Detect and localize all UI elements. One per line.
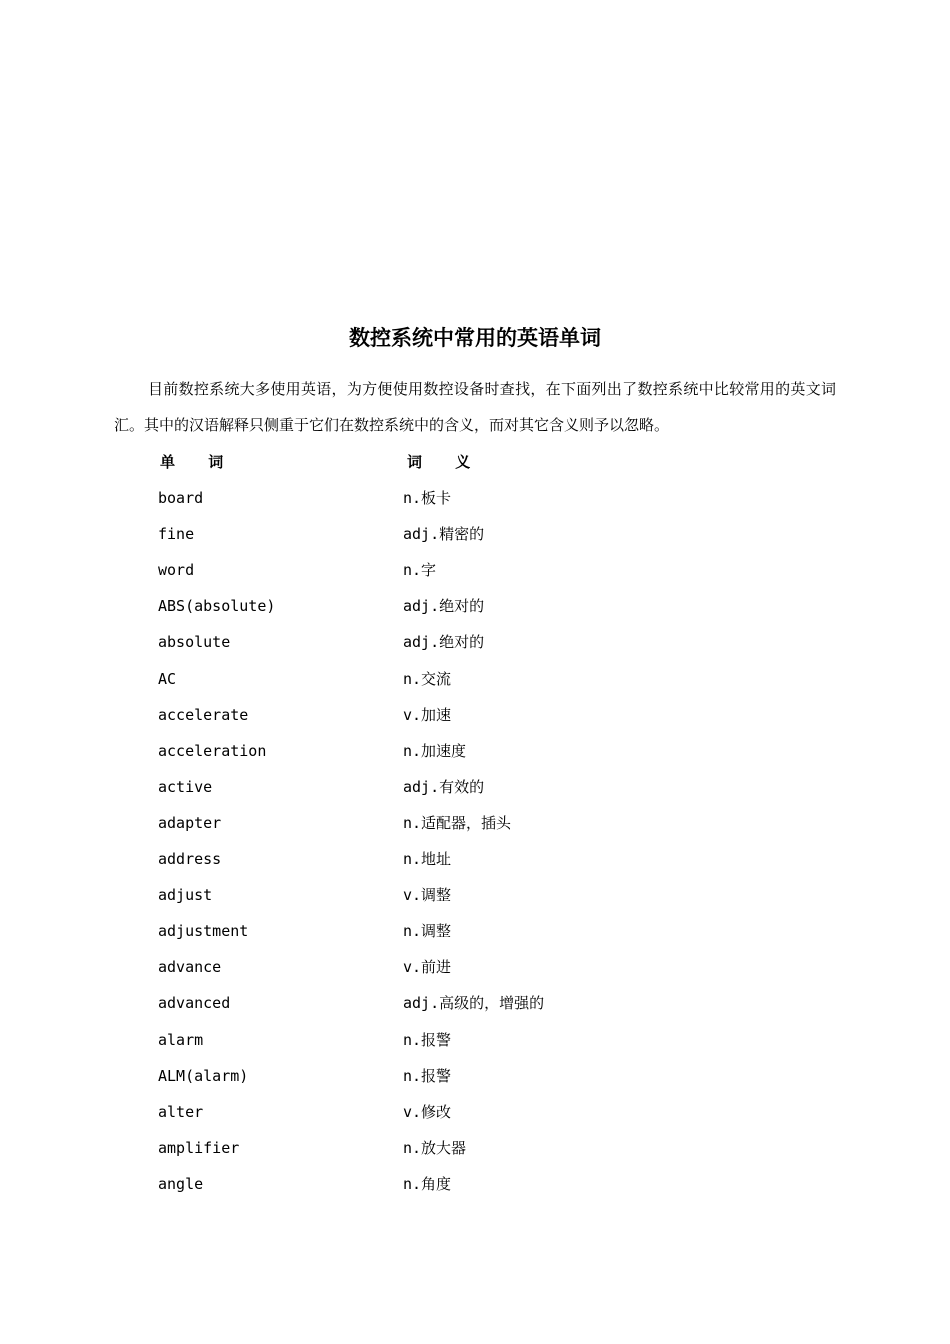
table-row bbox=[158, 1130, 718, 1166]
entry-meaning: v.调整 bbox=[403, 886, 452, 905]
table-row bbox=[158, 1094, 718, 1130]
table-row bbox=[158, 769, 718, 805]
table-row bbox=[158, 985, 718, 1021]
table-row bbox=[158, 877, 718, 913]
entry-word: adjustment bbox=[158, 922, 249, 941]
entry-word: address bbox=[158, 850, 222, 869]
entry-meaning: n.板卡 bbox=[403, 489, 452, 508]
table-row bbox=[158, 552, 718, 588]
entry-word: fine bbox=[158, 525, 195, 544]
entry-meaning: adj.绝对的 bbox=[403, 633, 485, 652]
entry-meaning: n.加速度 bbox=[403, 741, 467, 760]
table-row bbox=[158, 1022, 718, 1058]
table-row bbox=[158, 480, 718, 516]
entry-word: ABS(absolute) bbox=[158, 597, 276, 616]
entry-meaning: n.调整 bbox=[403, 922, 452, 941]
table-row bbox=[158, 805, 718, 841]
entry-meaning: adj.高级的，增强的 bbox=[403, 994, 545, 1013]
entry-meaning: n.字 bbox=[403, 561, 437, 580]
entry-word: board bbox=[158, 489, 204, 508]
entry-meaning: n.适配器，插头 bbox=[403, 813, 512, 832]
table-row bbox=[158, 1166, 718, 1202]
table-row bbox=[158, 913, 718, 949]
entry-word: alarm bbox=[158, 1030, 204, 1049]
table-row bbox=[158, 661, 718, 697]
header-meaning: 词 义 bbox=[407, 453, 485, 471]
table-row bbox=[158, 841, 718, 877]
table-row bbox=[158, 733, 718, 769]
entry-word: angle bbox=[158, 1174, 204, 1193]
table-row bbox=[158, 697, 718, 733]
entry-word: adapter bbox=[158, 813, 222, 832]
entry-word: advance bbox=[158, 958, 222, 977]
entry-meaning: n.角度 bbox=[403, 1174, 452, 1193]
entry-word: acceleration bbox=[158, 741, 267, 760]
entry-meaning: n.地址 bbox=[403, 850, 452, 869]
table-row bbox=[158, 588, 718, 624]
entry-meaning: v.前进 bbox=[403, 958, 452, 977]
vocabulary-table bbox=[158, 444, 718, 1202]
entry-meaning: adj.有效的 bbox=[403, 777, 485, 796]
entry-word: ALM(alarm) bbox=[158, 1066, 249, 1085]
entry-word: active bbox=[158, 777, 213, 796]
table-row bbox=[158, 624, 718, 660]
entry-meaning: v.加速 bbox=[403, 705, 452, 724]
entry-meaning: n.放大器 bbox=[403, 1138, 467, 1157]
header-word: 单 词 bbox=[160, 453, 238, 471]
intro-paragraph: 目前数控系统大多使用英语，为方便使用数控设备时查找，在下面列出了数控系统中比较常用的英文词汇。其中的汉语解释只侧重于它们在数控系统中的含义，而对其它含义则予以忽略。 bbox=[114, 380, 836, 434]
entry-meaning: n.交流 bbox=[403, 669, 452, 688]
entry-word: alter bbox=[158, 1102, 204, 1121]
entry-meaning: adj.精密的 bbox=[403, 525, 485, 544]
entry-word: adjust bbox=[158, 886, 213, 905]
entry-word: AC bbox=[158, 669, 177, 688]
entry-meaning: n.报警 bbox=[403, 1066, 452, 1085]
table-header-row bbox=[158, 444, 718, 480]
entry-word: word bbox=[158, 561, 195, 580]
entry-word: advanced bbox=[158, 994, 231, 1013]
entry-word: accelerate bbox=[158, 705, 249, 724]
table-row bbox=[158, 949, 718, 985]
table-row bbox=[158, 1058, 718, 1094]
entry-word: absolute bbox=[158, 633, 231, 652]
page-title: 数控系统中常用的英语单词 bbox=[349, 326, 601, 350]
entry-meaning: adj.绝对的 bbox=[403, 597, 485, 616]
table-row bbox=[158, 516, 718, 552]
entry-meaning: v.修改 bbox=[403, 1102, 452, 1121]
entry-word: amplifier bbox=[158, 1138, 240, 1157]
entry-meaning: n.报警 bbox=[403, 1030, 452, 1049]
